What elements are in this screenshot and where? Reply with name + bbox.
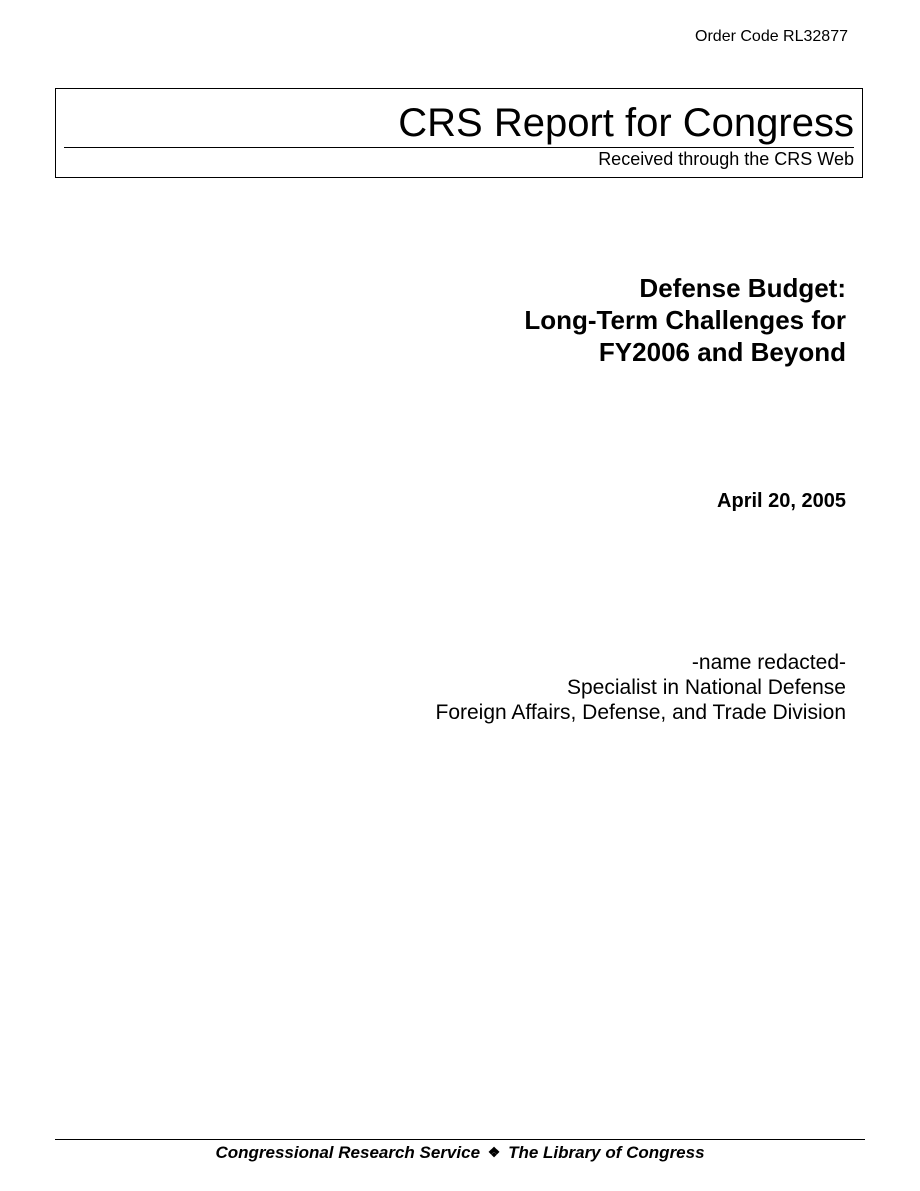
footer <box>55 1143 865 1163</box>
footer-right-text: The Library of Congress <box>508 1143 705 1162</box>
report-title-line-2: Long-Term Challenges for <box>524 305 846 335</box>
order-code: Order Code RL32877 <box>695 28 848 45</box>
footer-divider <box>55 1139 865 1140</box>
header-subtitle: Received through the CRS Web <box>598 149 854 169</box>
report-title-line-1: Defense Budget: <box>639 273 846 303</box>
author-block <box>436 650 847 725</box>
author-name: -name redacted- <box>691 651 846 674</box>
four-diamond-ornament-icon: ❖ <box>487 1144 501 1160</box>
report-date: April 20, 2005 <box>717 490 846 512</box>
report-title-line-3: FY2006 and Beyond <box>598 337 846 367</box>
author-position: Specialist in National Defense <box>567 676 846 699</box>
report-title <box>524 272 846 368</box>
header-title: CRS Report for Congress <box>398 101 854 145</box>
author-division: Foreign Affairs, Defense, and Trade Division <box>435 701 846 724</box>
report-header-box <box>55 88 863 178</box>
footer-left-text: Congressional Research Service <box>215 1143 481 1162</box>
